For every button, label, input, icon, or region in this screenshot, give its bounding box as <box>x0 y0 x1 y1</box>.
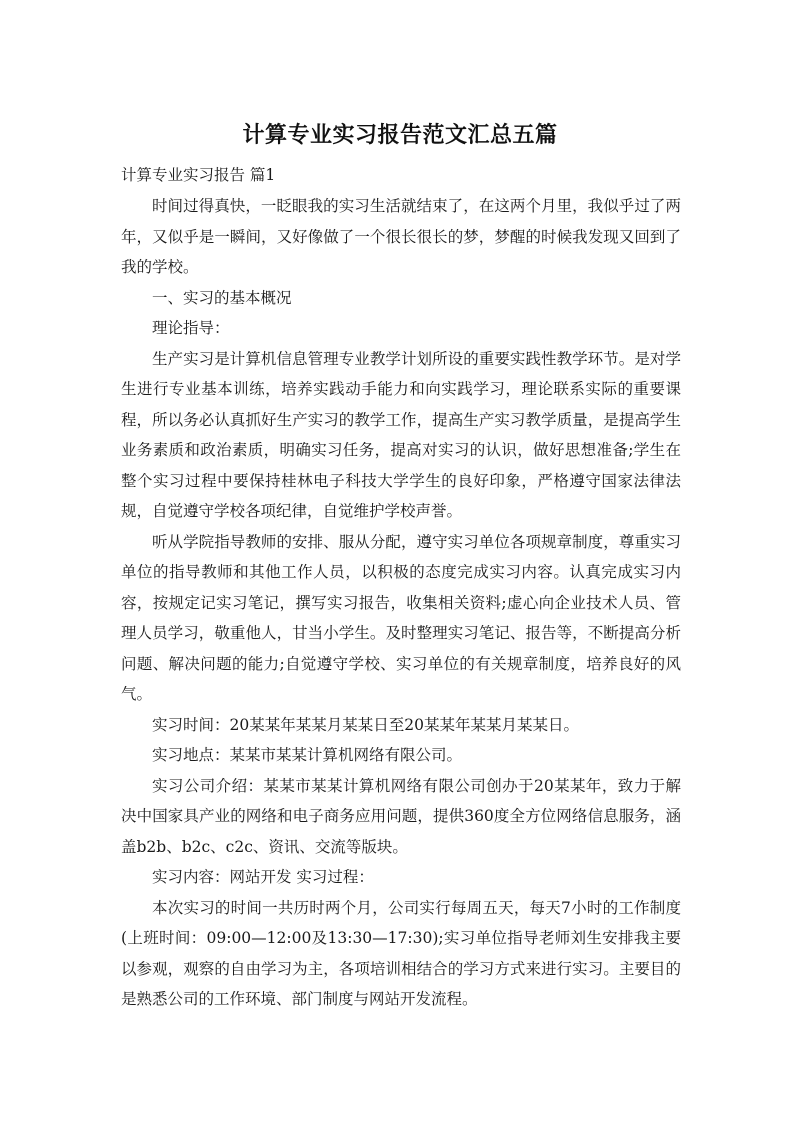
section-heading: 计算专业实习报告 篇1 <box>121 166 276 184</box>
heading-theory-guidance: 理论指导： <box>152 319 230 337</box>
paragraph-internship-location: 实习地点：某某市某某计算机网络有限公司。 <box>152 746 463 764</box>
paragraph-internship-content: 实习内容：网站开发 实习过程： <box>152 868 374 886</box>
document-title: 计算专业实习报告范文汇总五篇 <box>242 123 558 148</box>
paragraph-production-practice: 生产实习是计算机信息管理专业教学计划所设的重要实践性教学环节。是对学生进行专业基本训练，培养实践动手能力和向实践学习，理论联系实际的重要课程，所以务必认真抓好生产实习的教学工作，提高生产实习教学质量，是提高学生业务素质和政治素质，明确实习任务，提高对实习的认识，做好思想准备;学生在整个实习过程中要保持桂林电子科技大学学生的良好印象，严格遵守国家法律法规，自觉遵守学校各项纪律，自觉维护学校声誉。 <box>121 349 681 520</box>
document-body <box>121 191 681 1015</box>
paragraph-intro: 时间过得真快，一眨眼我的实习生活就结束了，在这两个月里，我似乎过了两年，又似乎是一瞬间，又好像做了一个很长很长的梦，梦醒的时候我发现又回到了我的学校。 <box>121 197 681 276</box>
heading-basic-overview: 一、实习的基本概况 <box>152 288 292 307</box>
paragraph-internship-time: 实习时间：20某某年某某月某某日至20某某年某某月某某日。 <box>152 715 579 734</box>
paragraph-company-intro: 实习公司介绍：某某市某某计算机网络有限公司创办于20某某年，致力于解决中国家具产业的网络和电子商务应用问题，提供360度全方位网络信息服务，涵盖b2b、b2c、c2c、资讯、交流等版块。 <box>121 776 681 856</box>
paragraph-obey-arrangement: 听从学院指导教师的安排、服从分配，遵守实习单位各项规章制度，尊重实习单位的指导教师和其他工作人员，以积极的态度完成实习内容。认真完成实习内容，按规定记实习笔记，撰写实习报告，收集相关资料;虚心向企业技术人员、管理人员学习，敬重他人，甘当小学生。及时整理实习笔记、报告等，不断提高分析问题、解决问题的能力;自觉遵守学校、实习单位的有关规章制度，培养良好的风气。 <box>121 532 681 703</box>
paragraph-internship-process: 本次实习的时间一共历时两个月，公司实行每周五天，每天7小时的工作制度(上班时间：09:00—12:00及13:30—17:30);实习单位指导老师刘生安排我主要以参观，观察的自由学习为主，各项培训相结合的学习方式来进行实习。主要目的是熟悉公司的工作环境、部门制度与网站开发流程。 <box>121 898 681 1008</box>
